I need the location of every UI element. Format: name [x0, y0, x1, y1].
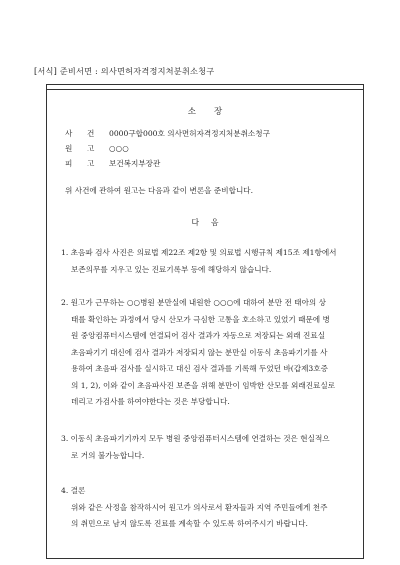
party-value: ○○○: [109, 144, 129, 153]
party-label: 피: [65, 159, 73, 168]
item-line: 의 취민으로 남지 않도록 진료를 계속할 수 있도록 하여주시기 바랍니다.: [71, 519, 308, 528]
item-line: 위와 같은 사정을 참작하시어 원고가 의사로서 환자들과 지역 주민들에게 천주: [71, 502, 328, 512]
party-label: 고: [87, 159, 95, 168]
item-line: 3. 이동식 초음파기기까지 모두 병원 중앙컴퓨터시스템에 연결하는 것은 현실적으: [61, 434, 330, 443]
party-label: 고: [87, 144, 95, 153]
party-label: 건: [87, 129, 95, 138]
form-header: [서식] 준비서면 : 의사면허자격정지처분취소청구: [34, 66, 215, 76]
party-label: 사: [65, 129, 73, 138]
party-value: 보건복지부장관: [109, 159, 161, 168]
item-3: [61, 431, 351, 464]
item-line: 2. 원고가 근무하는 ○○병원 분만실에 내원한 ○○○에 대하여 분만 전 태아의 상: [61, 298, 326, 307]
item-line: 의 1, 2), 이와 같이 초음파사진 보존을 위해 분만이 임박한 산모를 외래진료실로: [71, 380, 336, 390]
document-title: [47, 105, 363, 117]
section-title-char: 다: [191, 218, 199, 227]
intro-text: 위 사건에 관하여 원고는 다음과 같이 변론을 준비합니다.: [65, 186, 254, 195]
section-title: [47, 217, 363, 228]
item-4: [61, 483, 351, 533]
party-label: 원: [65, 144, 73, 153]
item-line: 용하여 초음파 검사를 실시하고 대신 검사 결과를 기록해 두었던 바(갑제3호증: [71, 364, 328, 373]
item-line: 1. 초음파 검사 사진은 의료법 제22조 제2항 및 의료법 시행규칙 제15조 제1항에서: [61, 248, 337, 257]
document-box: [46, 84, 364, 559]
item-2: [61, 295, 351, 411]
item-line: 원 중앙컴퓨터시스템에 연결되어 검사 결과가 자동으로 저장되는 외래 진료실: [71, 331, 326, 340]
item-line: 데리고 가검사를 하여야한다는 것은 부당합니다.: [71, 397, 230, 406]
party-case: [65, 128, 270, 139]
top-rule: [47, 89, 363, 90]
party-defendant: [65, 158, 160, 169]
item-1: [61, 245, 351, 278]
item-line: 4. 결론: [61, 486, 86, 495]
party-value: 0000구합000호 의사면허자격정지처분취소청구: [109, 129, 270, 138]
item-line: 로 거의 불가능합니다.: [71, 450, 145, 460]
item-line: 초음파기기 대신에 검사 결과가 저장되지 않는 분만실 이동식 초음파기기를 사: [71, 347, 328, 357]
item-line: 보존의무를 지우고 있는 진료기록부 등에 해당하지 않습니다.: [71, 264, 272, 274]
title-char-2: 장: [214, 107, 223, 117]
item-line: 태를 확인하는 과정에서 당시 산모가 극심한 고통을 호소하고 있었기 때문에 병: [71, 314, 330, 324]
section-title-char: 음: [211, 218, 219, 227]
party-plaintiff: [65, 143, 129, 154]
title-char-1: 소: [187, 107, 196, 117]
